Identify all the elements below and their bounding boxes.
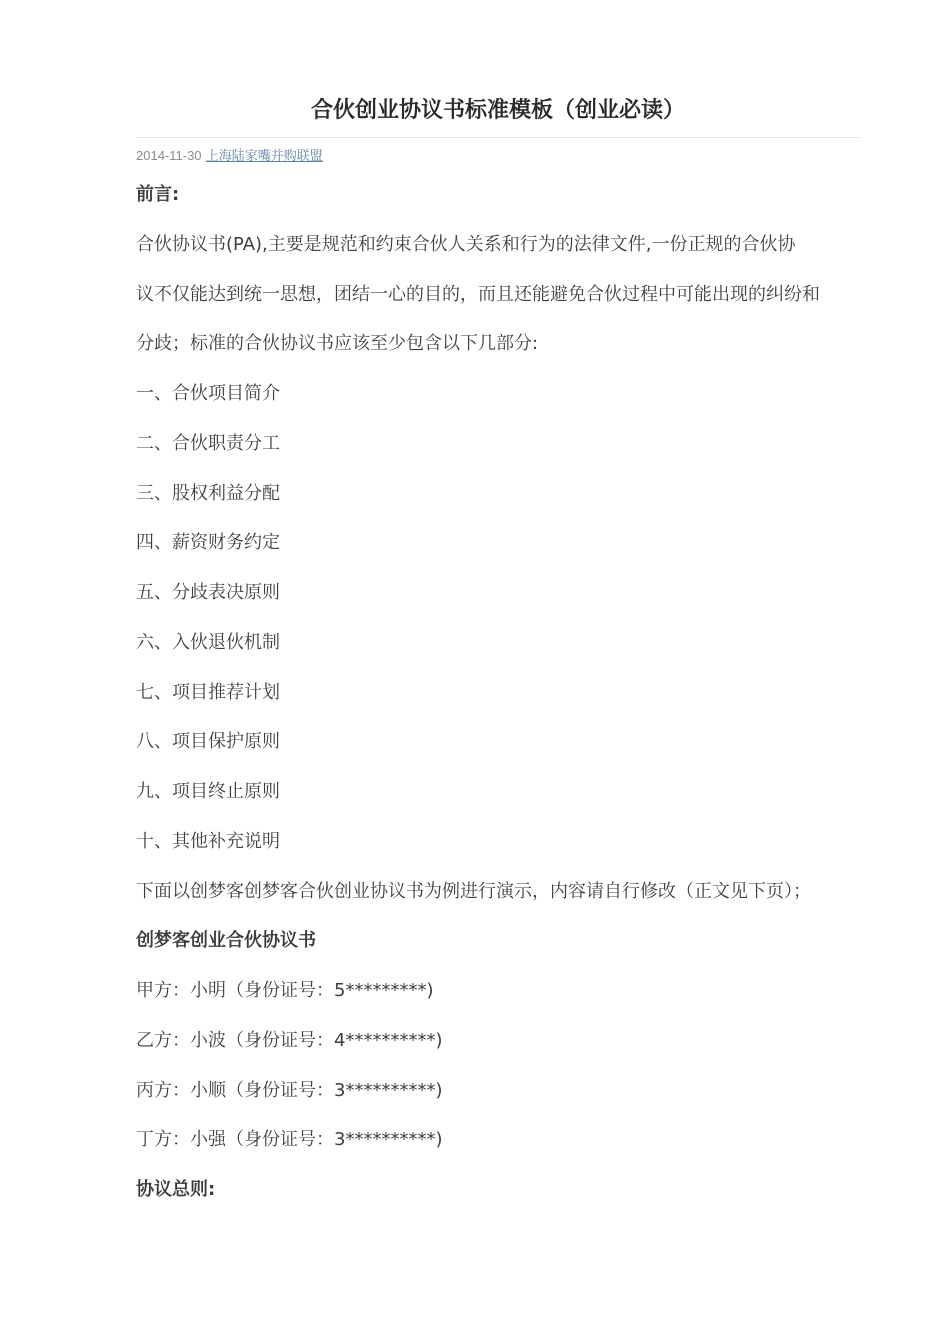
section-item: 二、合伙职责分工 xyxy=(136,433,280,454)
demo-note: 下面以创梦客创梦客合伙创业协议书为例进行演示，内容请自行修改（正文见下页）； xyxy=(136,881,811,902)
section-item: 一、合伙项目简介 xyxy=(136,383,280,404)
section-item: 六、入伙退伙机制 xyxy=(136,632,280,653)
party-line: 乙方：小波（身份证号：4**********) xyxy=(136,1030,443,1051)
article-meta xyxy=(136,146,323,167)
source-account-link[interactable]: 上海陆家嘴并购联盟 xyxy=(205,149,323,164)
publish-date: 2014-11-30 xyxy=(136,148,202,163)
section-item: 九、项目终止原则 xyxy=(136,781,280,802)
article-title: 合伙创业协议书标准模板（创业必读） xyxy=(310,98,685,123)
title-divider xyxy=(136,137,860,138)
agreement-title: 创梦客创业合伙协议书 xyxy=(136,930,316,951)
intro-line: 合伙协议书(PA),主要是规范和约束合伙人关系和行为的法律文件,一份正规的合伙协 xyxy=(136,234,796,255)
section-item: 八、项目保护原则 xyxy=(136,731,280,752)
section-item: 三、股权利益分配 xyxy=(136,483,280,504)
general-provisions-heading: 协议总则: xyxy=(136,1179,216,1200)
intro-line: 议不仅能达到统一思想，团结一心的目的，而且还能避免合伙过程中可能出现的纠纷和 xyxy=(136,284,820,305)
section-item: 七、项目推荐计划 xyxy=(136,682,280,703)
party-line: 丙方：小顺（身份证号：3**********) xyxy=(136,1080,443,1101)
intro-line: 分歧；标准的合伙协议书应该至少包含以下几部分: xyxy=(136,333,539,354)
party-line: 丁方：小强（身份证号：3**********) xyxy=(136,1129,443,1150)
party-line: 甲方：小明（身份证号：5*********) xyxy=(136,980,434,1001)
section-item: 五、分歧表决原则 xyxy=(136,582,280,603)
section-item: 四、薪资财务约定 xyxy=(136,532,280,553)
section-item: 十、其他补充说明 xyxy=(136,831,280,852)
preface-heading: 前言: xyxy=(136,184,180,205)
